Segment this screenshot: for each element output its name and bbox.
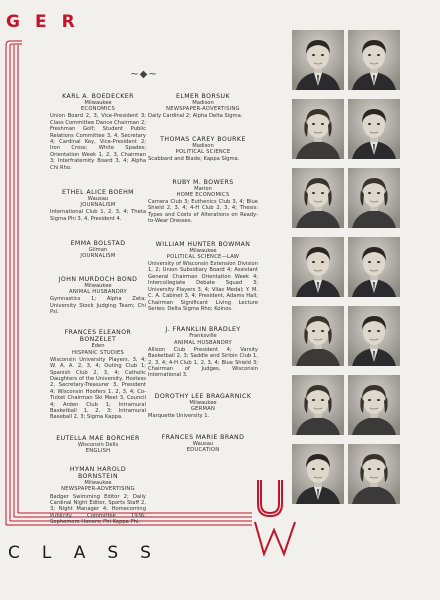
student-hometown: Milwaukee (189, 247, 217, 254)
student-hometown: Wausau (87, 196, 109, 203)
student-portrait (348, 99, 400, 159)
student-activities: Union Board 2, 3, Vice-President 3; Class Committee Dance Chairman 2; Freshman Golf; Student Public Relations Committee 3, 4, Secretary 4; Cardinal Key, Vice-President 2; Iron Cross; White Spades; Orientation Week 1, 2, 3, Chairman 3; Interfraternity Board 3, 4; Alpha Chi Rho. (50, 113, 146, 171)
student-hometown: Milwaukee (84, 282, 112, 289)
student-entry (148, 136, 258, 163)
student-portrait (292, 30, 344, 90)
student-hometown: Milwaukee (84, 100, 112, 106)
student-entry (148, 393, 258, 420)
student-name: WILLIAM HUNTER BOWMAN (155, 240, 251, 248)
right-biography-column (148, 93, 258, 453)
student-name: ELMER BORSUK (175, 93, 231, 100)
student-entry (50, 435, 146, 454)
student-major: NEWSPAPER-ADVERTISING (61, 486, 135, 493)
student-entry (50, 329, 146, 420)
student-entry (148, 326, 258, 378)
student-hometown: Gilman (88, 247, 108, 254)
student-name: EUTELLA MAE BORCHER (56, 434, 140, 442)
student-name: J. FRANKLIN BRADLEY (165, 326, 241, 334)
student-entry (50, 466, 146, 525)
ornament-icon: ~◆~ (130, 69, 158, 80)
student-hometown: Franksville (189, 333, 217, 340)
student-activities: Camera Club 3; Euthenics Club 3, 4; Blue Shield 2, 3, 4; 4-H Club 2, 3, 4; Thesis: Types and Costs of Alterations on Ready-to-Wear Dresses. (148, 199, 258, 225)
student-activities: Scabbard and Blade; Kappa Sigma. (148, 156, 240, 163)
student-name: KARL A. BOEDECKER (62, 93, 134, 100)
student-major: JOURNALISM (80, 202, 116, 209)
student-major: GERMAN (190, 405, 216, 412)
student-activities: Gymnastics 1; Alpha Zeta; University Stock Judging Team; Chi Psi. (50, 296, 146, 315)
student-major: EDUCATION (186, 446, 220, 453)
student-major: ANIMAL HUSBANDRY (69, 288, 127, 295)
student-hometown: Marion (194, 185, 212, 192)
student-major: POLITICAL SCIENCE (175, 149, 231, 156)
uw-monogram (252, 478, 302, 558)
student-name: DOROTHY LEE BRAGARNICK (154, 392, 252, 400)
header-section-word: GER (6, 12, 90, 32)
student-hometown: Madison (192, 142, 214, 149)
student-entry (50, 93, 146, 171)
student-portrait (292, 168, 344, 228)
student-portrait (348, 237, 400, 297)
student-name: THOMAS CAREY BOURKE (160, 135, 246, 143)
footer-section-word: CLASS (8, 543, 173, 563)
student-name: FRANCES ELEANOR BONZELET (64, 329, 132, 344)
student-entry (50, 276, 146, 316)
student-major: ANIMAL HUSBANDRY (174, 339, 232, 346)
student-portrait (348, 444, 400, 504)
student-portrait (292, 99, 344, 159)
student-portrait (348, 30, 400, 90)
student-portrait (292, 375, 344, 435)
student-portrait (292, 306, 344, 366)
student-hometown: Milwaukee (189, 399, 217, 406)
student-major: POLITICAL SCIENCE—LAW (166, 253, 240, 260)
student-entry (50, 240, 146, 259)
student-entry (50, 189, 146, 222)
student-name: HYMAN HAROLD BORNSTEIN (69, 466, 127, 481)
student-major: NEWSPAPER-ADVERTISING (166, 106, 240, 113)
student-hometown: Eden (91, 343, 105, 350)
student-major: ECONOMICS (80, 106, 116, 113)
student-portrait (348, 306, 400, 366)
student-activities: Marquette University 1. (148, 413, 210, 420)
student-hometown: Madison (192, 100, 214, 106)
student-major: HOME ECONOMICS (176, 191, 230, 198)
student-activities: Allison Club President 4; Varsity Basketball 2, 3; Saddle and Sirloin Club 1, 2, 3, 4; 4-H Club 1, 2, 3, 4; Blue Shield 3; Chairman of Judges, Wisconsin International 3. (148, 346, 258, 379)
student-activities: University of Wisconsin Extension Division 1, 2; Union Subsidiary Board 4; Assistant General Chairman Orientation Week 4; Intercollegiate Debate Squad 3; University Players 3, 4; Vilas Medal; Y. M. C. A. Cabinet 3, 4; President, Adams Hall; Chairman Significant Living Lecture Series; Delta Sigma Rho; Kolnos. (148, 261, 258, 312)
student-portrait (292, 237, 344, 297)
student-name: RUBY M. BOWERS (172, 178, 234, 186)
student-name: JOHN MURDOCH BOND (58, 275, 138, 283)
student-hometown: Wisconsin Dells (77, 441, 119, 448)
student-major: JOURNALISM (80, 253, 116, 260)
student-activities: Daily Cardinal 2; Alpha Delta Sigma. (148, 113, 243, 120)
student-hometown: Milwaukee (84, 480, 112, 487)
student-entry (148, 434, 258, 453)
student-portrait (348, 375, 400, 435)
student-name: EMMA BOLSTAD (70, 240, 126, 248)
student-major: ENGLISH (85, 447, 111, 454)
student-activities: International Club 1, 2, 3, 4; Theta Sigma Phi 3, 4, President 4. (50, 209, 146, 222)
student-name: FRANCES MARIE BRAND (161, 433, 245, 441)
student-entry (148, 179, 258, 225)
left-biography-column (50, 93, 146, 526)
student-name: ETHEL ALICE BOEHM (62, 189, 134, 197)
student-activities: Wisconsin University Players, 3, 4; W. A. A. 2, 3, 4; Outing Club 1; Spanish Club 2, 3, 4; Catholic Daughters of the University, Hostess 2, Secretary-Treasurer 3, President 4; Wisconsin Hoofers 1, 2, 3, 4; Co-Ticket Chairman Ski Meet 3, Council 4; Arden Club 1; Intramural Basketball 1, 2, 3; Intramural Baseball 2, 3; Sigma Kappa. (50, 356, 146, 421)
student-major: HISPANIC STUDIES (71, 349, 125, 356)
student-entry (148, 93, 258, 120)
student-portrait (348, 168, 400, 228)
student-entry (148, 241, 258, 313)
student-activities: Badger Swimming Editor 2; Daily Cardinal Night Editor, Sports Staff 2, 3; Night Manager 4; Homecoming Publicity Committee 1936; Sophomore Honors; Phi Kappa Phi. (50, 493, 146, 526)
student-hometown: Wausau (192, 440, 214, 447)
